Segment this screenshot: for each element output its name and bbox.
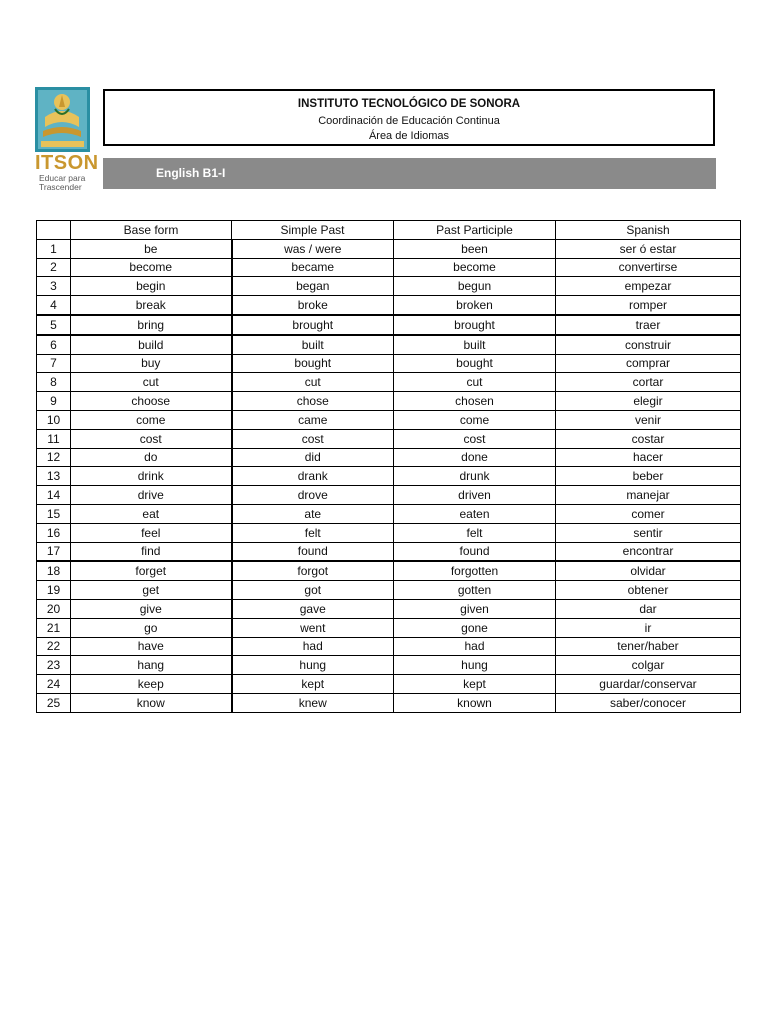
table-row <box>37 410 741 429</box>
simple-past-cell: began <box>232 277 394 296</box>
table-row <box>37 429 741 448</box>
base-form-cell: drink <box>71 467 232 486</box>
header-spanish: Spanish <box>556 221 741 240</box>
table-row <box>37 637 741 656</box>
table-row <box>37 467 741 486</box>
past-participle-cell: come <box>394 410 556 429</box>
row-number-cell: 16 <box>37 523 71 542</box>
table-row <box>37 561 741 580</box>
spanish-cell: empezar <box>556 277 741 296</box>
table-row <box>37 504 741 523</box>
past-participle-cell: broken <box>394 296 556 315</box>
base-form-cell: be <box>71 239 232 258</box>
base-form-cell: give <box>71 599 232 618</box>
spanish-cell: sentir <box>556 523 741 542</box>
base-form-cell: cost <box>71 429 232 448</box>
past-participle-cell: felt <box>394 523 556 542</box>
simple-past-cell: kept <box>232 675 394 694</box>
simple-past-cell: knew <box>232 693 394 712</box>
table-row <box>37 315 741 335</box>
logo-wordmark: ITSON <box>35 152 99 174</box>
table-row <box>37 373 741 392</box>
simple-past-cell: came <box>232 410 394 429</box>
table-row <box>37 599 741 618</box>
row-number-cell: 8 <box>37 373 71 392</box>
header-number <box>37 221 71 240</box>
simple-past-cell: chose <box>232 392 394 411</box>
course-label: English B1-I <box>156 166 226 180</box>
department-subtitle: Área de Idiomas <box>368 130 450 142</box>
table-row <box>37 618 741 637</box>
table-row <box>37 277 741 296</box>
simple-past-cell: did <box>232 448 394 467</box>
spanish-cell: manejar <box>556 486 741 505</box>
row-number-cell: 9 <box>37 392 71 411</box>
row-number-cell: 18 <box>37 561 71 580</box>
spanish-cell: costar <box>556 429 741 448</box>
simple-past-cell: broke <box>232 296 394 315</box>
base-form-cell: buy <box>71 354 232 373</box>
past-participle-cell: eaten <box>394 504 556 523</box>
simple-past-cell: cost <box>232 429 394 448</box>
spanish-cell: cortar <box>556 373 741 392</box>
row-number-cell: 1 <box>37 239 71 258</box>
row-number-cell: 10 <box>37 410 71 429</box>
past-participle-cell: driven <box>394 486 556 505</box>
table-row <box>37 656 741 675</box>
base-form-cell: bring <box>71 315 232 335</box>
simple-past-cell: drank <box>232 467 394 486</box>
spanish-cell: obtener <box>556 581 741 600</box>
table-row <box>37 335 741 354</box>
past-participle-cell: bought <box>394 354 556 373</box>
past-participle-cell: brought <box>394 315 556 335</box>
spanish-cell: hacer <box>556 448 741 467</box>
base-form-cell: become <box>71 258 232 277</box>
row-number-cell: 11 <box>37 429 71 448</box>
past-participle-cell: drunk <box>394 467 556 486</box>
table-row <box>37 523 741 542</box>
itson-logo <box>35 87 99 195</box>
past-participle-cell: forgotten <box>394 561 556 580</box>
row-number-cell: 17 <box>37 542 71 561</box>
past-participle-cell: done <box>394 448 556 467</box>
spanish-cell: saber/conocer <box>556 693 741 712</box>
past-participle-cell: known <box>394 693 556 712</box>
spanish-cell: guardar/conservar <box>556 675 741 694</box>
spanish-cell: construir <box>556 335 741 354</box>
base-form-cell: choose <box>71 392 232 411</box>
base-form-cell: get <box>71 581 232 600</box>
past-participle-cell: given <box>394 599 556 618</box>
table-row <box>37 354 741 373</box>
simple-past-cell: had <box>232 637 394 656</box>
base-form-cell: keep <box>71 675 232 694</box>
past-participle-cell: become <box>394 258 556 277</box>
simple-past-cell: was / were <box>232 239 394 258</box>
spanish-cell: encontrar <box>556 542 741 561</box>
past-participle-cell: hung <box>394 656 556 675</box>
row-number-cell: 2 <box>37 258 71 277</box>
simple-past-cell: hung <box>232 656 394 675</box>
base-form-cell: find <box>71 542 232 561</box>
past-participle-cell: found <box>394 542 556 561</box>
base-form-cell: drive <box>71 486 232 505</box>
row-number-cell: 7 <box>37 354 71 373</box>
base-form-cell: forget <box>71 561 232 580</box>
past-participle-cell: begun <box>394 277 556 296</box>
spanish-cell: traer <box>556 315 741 335</box>
past-participle-cell: built <box>394 335 556 354</box>
irregular-verbs-table <box>36 220 741 713</box>
table-row <box>37 239 741 258</box>
row-number-cell: 21 <box>37 618 71 637</box>
simple-past-cell: forgot <box>232 561 394 580</box>
simple-past-cell: bought <box>232 354 394 373</box>
logo-tagline <box>39 174 95 192</box>
table-row <box>37 675 741 694</box>
table-row <box>37 296 741 315</box>
base-form-cell: go <box>71 618 232 637</box>
table-row <box>37 392 741 411</box>
table-header-row <box>37 221 741 240</box>
institution-title: INSTITUTO TECNOLÓGICO DE SONORA <box>297 98 521 110</box>
spanish-cell: comprar <box>556 354 741 373</box>
base-form-cell: come <box>71 410 232 429</box>
table-row <box>37 448 741 467</box>
logo-tagline-line1: Educar para <box>39 173 86 183</box>
simple-past-cell: went <box>232 618 394 637</box>
simple-past-cell: ate <box>232 504 394 523</box>
spanish-cell: romper <box>556 296 741 315</box>
row-number-cell: 15 <box>37 504 71 523</box>
past-participle-cell: chosen <box>394 392 556 411</box>
base-form-cell: break <box>71 296 232 315</box>
row-number-cell: 20 <box>37 599 71 618</box>
base-form-cell: eat <box>71 504 232 523</box>
table-row <box>37 542 741 561</box>
header-past-participle: Past Participle <box>394 221 556 240</box>
spanish-cell: beber <box>556 467 741 486</box>
base-form-cell: cut <box>71 373 232 392</box>
past-participle-cell: cost <box>394 429 556 448</box>
row-number-cell: 4 <box>37 296 71 315</box>
base-form-cell: have <box>71 637 232 656</box>
table-body <box>37 239 741 712</box>
simple-past-cell: built <box>232 335 394 354</box>
row-number-cell: 13 <box>37 467 71 486</box>
header-base-form: Base form <box>71 221 232 240</box>
spanish-cell: dar <box>556 599 741 618</box>
base-form-cell: build <box>71 335 232 354</box>
spanish-cell: ser ó estar <box>556 239 741 258</box>
table-row <box>37 486 741 505</box>
logo-tagline-line2: Trascender <box>39 182 82 192</box>
course-bar <box>103 158 716 189</box>
spanish-cell: colgar <box>556 656 741 675</box>
table-row <box>37 693 741 712</box>
simple-past-cell: felt <box>232 523 394 542</box>
past-participle-cell: been <box>394 239 556 258</box>
spanish-cell: ir <box>556 618 741 637</box>
header-simple-past: Simple Past <box>232 221 394 240</box>
row-number-cell: 14 <box>37 486 71 505</box>
simple-past-cell: got <box>232 581 394 600</box>
base-form-cell: begin <box>71 277 232 296</box>
spanish-cell: tener/haber <box>556 637 741 656</box>
spanish-cell: comer <box>556 504 741 523</box>
simple-past-cell: became <box>232 258 394 277</box>
row-number-cell: 23 <box>37 656 71 675</box>
table-row <box>37 258 741 277</box>
simple-past-cell: brought <box>232 315 394 335</box>
row-number-cell: 19 <box>37 581 71 600</box>
past-participle-cell: cut <box>394 373 556 392</box>
simple-past-cell: found <box>232 542 394 561</box>
simple-past-cell: drove <box>232 486 394 505</box>
row-number-cell: 5 <box>37 315 71 335</box>
header-box <box>103 89 715 146</box>
row-number-cell: 22 <box>37 637 71 656</box>
spanish-cell: venir <box>556 410 741 429</box>
past-participle-cell: gotten <box>394 581 556 600</box>
row-number-cell: 12 <box>37 448 71 467</box>
coordination-subtitle: Coordinación de Educación Continua <box>318 115 500 127</box>
base-form-cell: know <box>71 693 232 712</box>
row-number-cell: 25 <box>37 693 71 712</box>
itson-emblem-icon <box>35 87 90 152</box>
past-participle-cell: kept <box>394 675 556 694</box>
row-number-cell: 6 <box>37 335 71 354</box>
past-participle-cell: had <box>394 637 556 656</box>
base-form-cell: feel <box>71 523 232 542</box>
table-row <box>37 581 741 600</box>
simple-past-cell: gave <box>232 599 394 618</box>
spanish-cell: elegir <box>556 392 741 411</box>
row-number-cell: 24 <box>37 675 71 694</box>
row-number-cell: 3 <box>37 277 71 296</box>
past-participle-cell: gone <box>394 618 556 637</box>
base-form-cell: do <box>71 448 232 467</box>
simple-past-cell: cut <box>232 373 394 392</box>
spanish-cell: convertirse <box>556 258 741 277</box>
spanish-cell: olvidar <box>556 561 741 580</box>
base-form-cell: hang <box>71 656 232 675</box>
